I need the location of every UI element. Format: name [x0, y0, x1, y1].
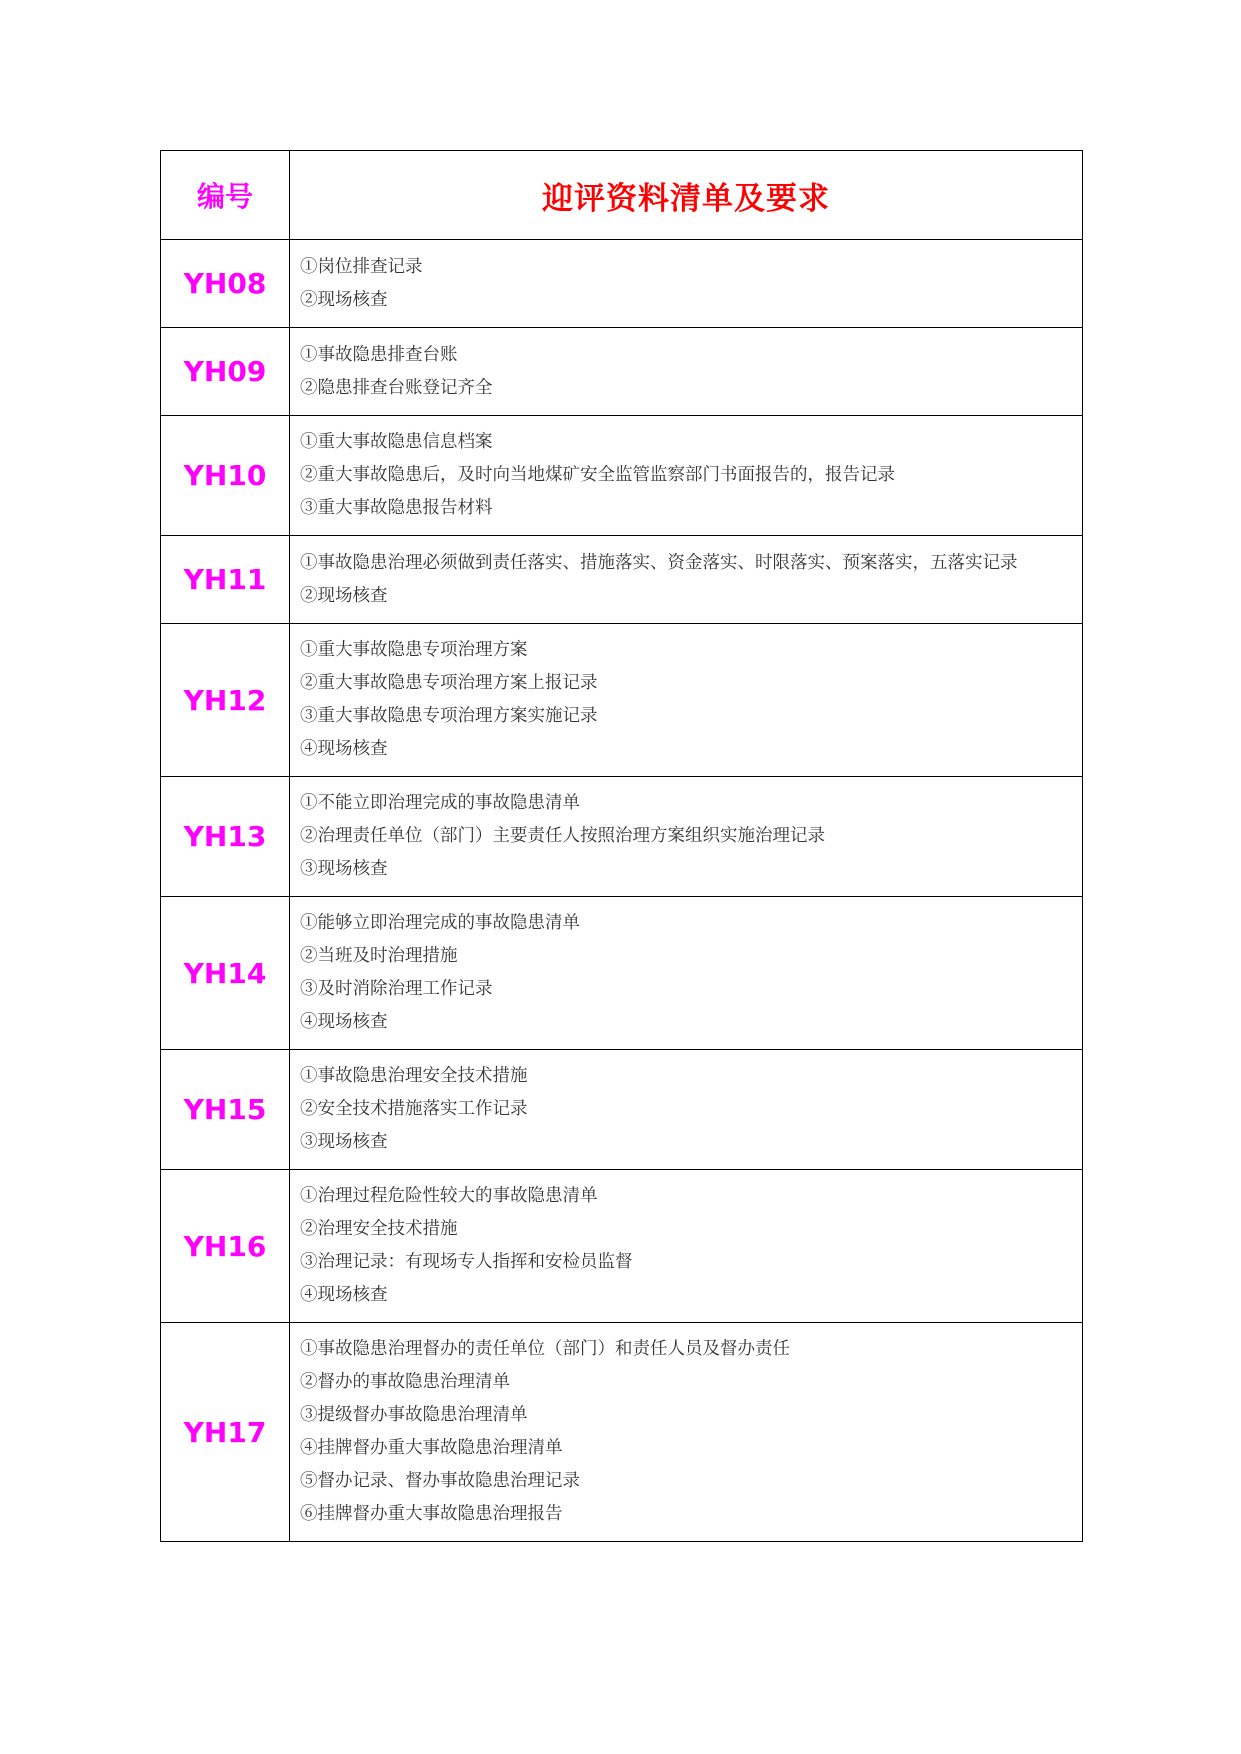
row-requirements [290, 240, 1083, 328]
row-code: YH13 [161, 777, 290, 897]
table-row [161, 240, 1083, 328]
row-requirements [290, 328, 1083, 416]
requirement-item: ③现场核查 [300, 1132, 388, 1152]
row-requirements [290, 777, 1083, 897]
requirement-item: ③治理记录：有现场专人指挥和安检员监督 [300, 1252, 633, 1272]
requirement-item: ①事故隐患排查台账 [300, 344, 458, 365]
table-row [161, 777, 1083, 897]
table-row [161, 328, 1083, 416]
row-requirements [290, 1170, 1083, 1323]
requirement-item: ④现场核查 [300, 739, 388, 759]
requirement-item: ⑤督办记录、督办事故隐患治理记录 [300, 1471, 580, 1491]
row-code: YH10 [161, 416, 290, 536]
requirement-item: ④现场核查 [300, 1012, 388, 1032]
row-requirements [290, 416, 1083, 536]
requirement-item: ②现场核查 [300, 585, 388, 606]
requirement-item: ④挂牌督办重大事故隐患治理清单 [300, 1438, 563, 1458]
requirement-item: ③重大事故隐患专项治理方案实施记录 [300, 706, 598, 726]
requirement-item: ⑥挂牌督办重大事故隐患治理报告 [300, 1504, 563, 1524]
requirement-item: ①事故隐患治理安全技术措施 [300, 1066, 528, 1086]
requirement-item: ①重大事故隐患信息档案 [300, 432, 493, 452]
requirement-item: ②重大事故隐患专项治理方案上报记录 [300, 673, 598, 693]
table-row [161, 897, 1083, 1050]
requirement-item: ②当班及时治理措施 [300, 946, 458, 966]
table-header-row [161, 151, 1083, 240]
requirements-table [160, 150, 1083, 1542]
row-code: YH12 [161, 624, 290, 777]
requirement-item: ②现场核查 [300, 289, 388, 310]
row-requirements [290, 1323, 1083, 1542]
row-code: YH11 [161, 536, 290, 624]
requirement-item: ②治理安全技术措施 [300, 1219, 458, 1239]
table-body [161, 240, 1083, 1542]
requirement-item: ①不能立即治理完成的事故隐患清单 [300, 793, 580, 813]
requirement-item: ③及时消除治理工作记录 [300, 979, 493, 999]
table-row [161, 1323, 1083, 1542]
requirement-item: ①事故隐患治理必须做到责任落实、措施落实、资金落实、时限落实、预案落实，五落实记录 [300, 552, 1018, 573]
requirement-item: ②治理责任单位（部门）主要责任人按照治理方案组织实施治理记录 [300, 826, 825, 846]
table-title: 迎评资料清单及要求 [290, 151, 1083, 240]
requirement-item: ③重大事故隐患报告材料 [300, 498, 493, 518]
row-code: YH15 [161, 1050, 290, 1170]
requirement-item: ①事故隐患治理督办的责任单位（部门）和责任人员及督办责任 [300, 1339, 790, 1359]
row-requirements [290, 897, 1083, 1050]
row-code: YH08 [161, 240, 290, 328]
requirement-item: ③提级督办事故隐患治理清单 [300, 1405, 528, 1425]
row-code: YH17 [161, 1323, 290, 1542]
table-row [161, 624, 1083, 777]
row-code: YH16 [161, 1170, 290, 1323]
requirement-item: ①岗位排查记录 [300, 256, 423, 277]
requirement-item: ③现场核查 [300, 859, 388, 879]
row-code: YH14 [161, 897, 290, 1050]
requirement-item: ④现场核查 [300, 1285, 388, 1305]
row-code: YH09 [161, 328, 290, 416]
table-row [161, 536, 1083, 624]
requirement-item: ②督办的事故隐患治理清单 [300, 1372, 510, 1392]
table-row [161, 1050, 1083, 1170]
table-row [161, 416, 1083, 536]
requirement-item: ①重大事故隐患专项治理方案 [300, 640, 528, 660]
row-requirements [290, 624, 1083, 777]
row-requirements [290, 1050, 1083, 1170]
row-requirements [290, 536, 1083, 624]
requirement-item: ①治理过程危险性较大的事故隐患清单 [300, 1186, 598, 1206]
requirement-item: ①能够立即治理完成的事故隐患清单 [300, 913, 580, 933]
id-column-header: 编号 [161, 151, 290, 240]
requirement-item: ②重大事故隐患后，及时向当地煤矿安全监管监察部门书面报告的，报告记录 [300, 465, 895, 485]
requirement-item: ②隐患排查台账登记齐全 [300, 377, 493, 398]
requirement-item: ②安全技术措施落实工作记录 [300, 1099, 528, 1119]
table-row [161, 1170, 1083, 1323]
